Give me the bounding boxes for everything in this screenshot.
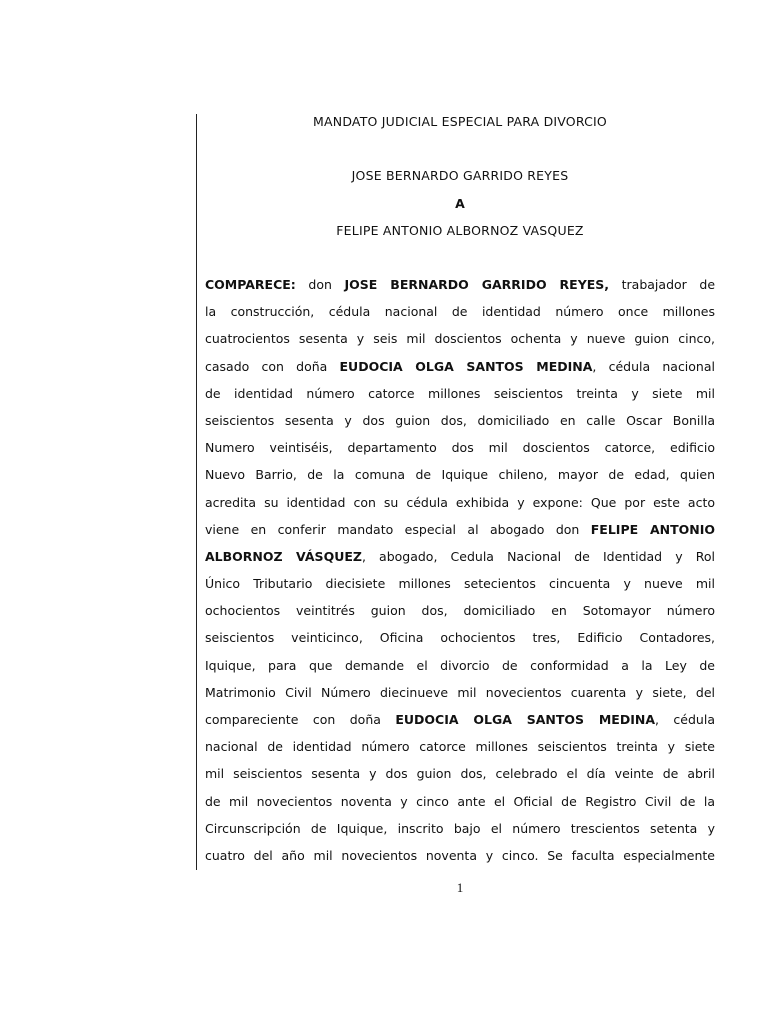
body-line (205, 572, 715, 599)
body-line (205, 626, 715, 653)
bold-text-segment: COMPARECE: (205, 277, 296, 292)
text-segment: Nuevo Barrio, de la comuna de Iquique chileno, mayor de edad, quien (205, 467, 715, 483)
text-segment: cuatro del año mil novecientos noventa y cinco. Se faculta especialmente (205, 847, 715, 863)
text-segment: casado con doña (205, 358, 340, 374)
body-line (205, 518, 715, 545)
text-segment: don (295, 277, 345, 292)
body-line (205, 355, 715, 382)
body-line (205, 708, 715, 735)
text-segment: Iquique, para que demande el divorcio de conformidad a la Ley de (205, 657, 715, 673)
body-line (205, 545, 715, 572)
body-line (205, 817, 715, 844)
text-segment: de mil novecientos noventa y cinco ante el Oficial de Registro Civil de la (205, 793, 715, 809)
text-segment: de identidad número catorce millones seiscientos treinta y siete mil (205, 385, 715, 401)
text-segment: , cédula (655, 712, 715, 727)
party-two-name: FELIPE ANTONIO ALBORNOZ VASQUEZ (336, 223, 584, 238)
body-line (205, 762, 715, 789)
text-segment: Circunscripción de Iquique, inscrito bajo el número trescientos setenta y (205, 820, 715, 836)
text-segment: compareciente con doña (205, 712, 396, 727)
body-line (205, 790, 715, 817)
body-line (205, 463, 715, 490)
text-segment: , abogado, Cedula Nacional de Identidad y Rol (361, 548, 715, 564)
bold-text-segment: ALBORNOZ VÁSQUEZ (205, 548, 362, 564)
text-segment: trabajador de (609, 277, 715, 292)
text-segment: acredita su identidad con su cédula exhibida y expone: Que por este acto (205, 494, 715, 510)
text-segment: Matrimonio Civil Número diecinueve mil novecientos cuarenta y siete, del (205, 684, 715, 700)
text-segment: , cédula nacional (592, 358, 715, 374)
text-segment: cuatrocientos sesenta y seis mil doscientos ochenta y nueve guion cinco, (205, 331, 715, 347)
text-segment: seiscientos sesenta y dos guion dos, domiciliado en calle Oscar Bonilla (205, 412, 715, 428)
party-one-name: JOSE BERNARDO GARRIDO REYES (351, 168, 569, 183)
text-segment: seiscientos veinticinco, Oficina ochocientos tres, Edificio Contadores, (205, 630, 715, 646)
party-connector: A (455, 196, 465, 211)
bold-text-segment: EUDOCIA OLGA SANTOS MEDINA (339, 358, 593, 374)
body-line (205, 409, 715, 436)
body-line (205, 436, 715, 463)
text-segment: mil seiscientos sesenta y dos guion dos, celebrado el día veinte de abril (205, 766, 715, 782)
body-line (205, 327, 715, 354)
text-segment: ochocientos veintitrés guion dos, domiciliado en Sotomayor número (205, 603, 715, 619)
body-line (205, 599, 715, 626)
body-line (205, 491, 715, 518)
document-body (205, 273, 715, 871)
body-line (205, 382, 715, 409)
text-segment: la construcción, cédula nacional de identidad número once millones (205, 304, 715, 320)
body-line (205, 735, 715, 762)
document-title: MANDATO JUDICIAL ESPECIAL PARA DIVORCIO (313, 114, 607, 129)
text-segment: Numero veintiséis, departamento dos mil doscientos catorce, edificio (205, 440, 715, 456)
body-line (205, 273, 715, 300)
text-segment: nacional de identidad número catorce millones seiscientos treinta y siete (205, 739, 715, 755)
body-line (205, 654, 715, 681)
text-segment: Único Tributario diecisiete millones setecientos cincuenta y nueve mil (205, 576, 715, 592)
page-number: 1 (456, 880, 464, 895)
body-line (205, 300, 715, 327)
text-segment: viene en conferir mandato especial al abogado don (205, 521, 591, 537)
body-line (205, 844, 715, 871)
bold-text-segment: EUDOCIA OLGA SANTOS MEDINA (395, 712, 655, 727)
bold-text-segment: FELIPE ANTONIO (590, 521, 715, 537)
left-margin-line (196, 114, 197, 870)
bold-text-segment: JOSE BERNARDO GARRIDO REYES, (344, 277, 610, 292)
body-line (205, 681, 715, 708)
